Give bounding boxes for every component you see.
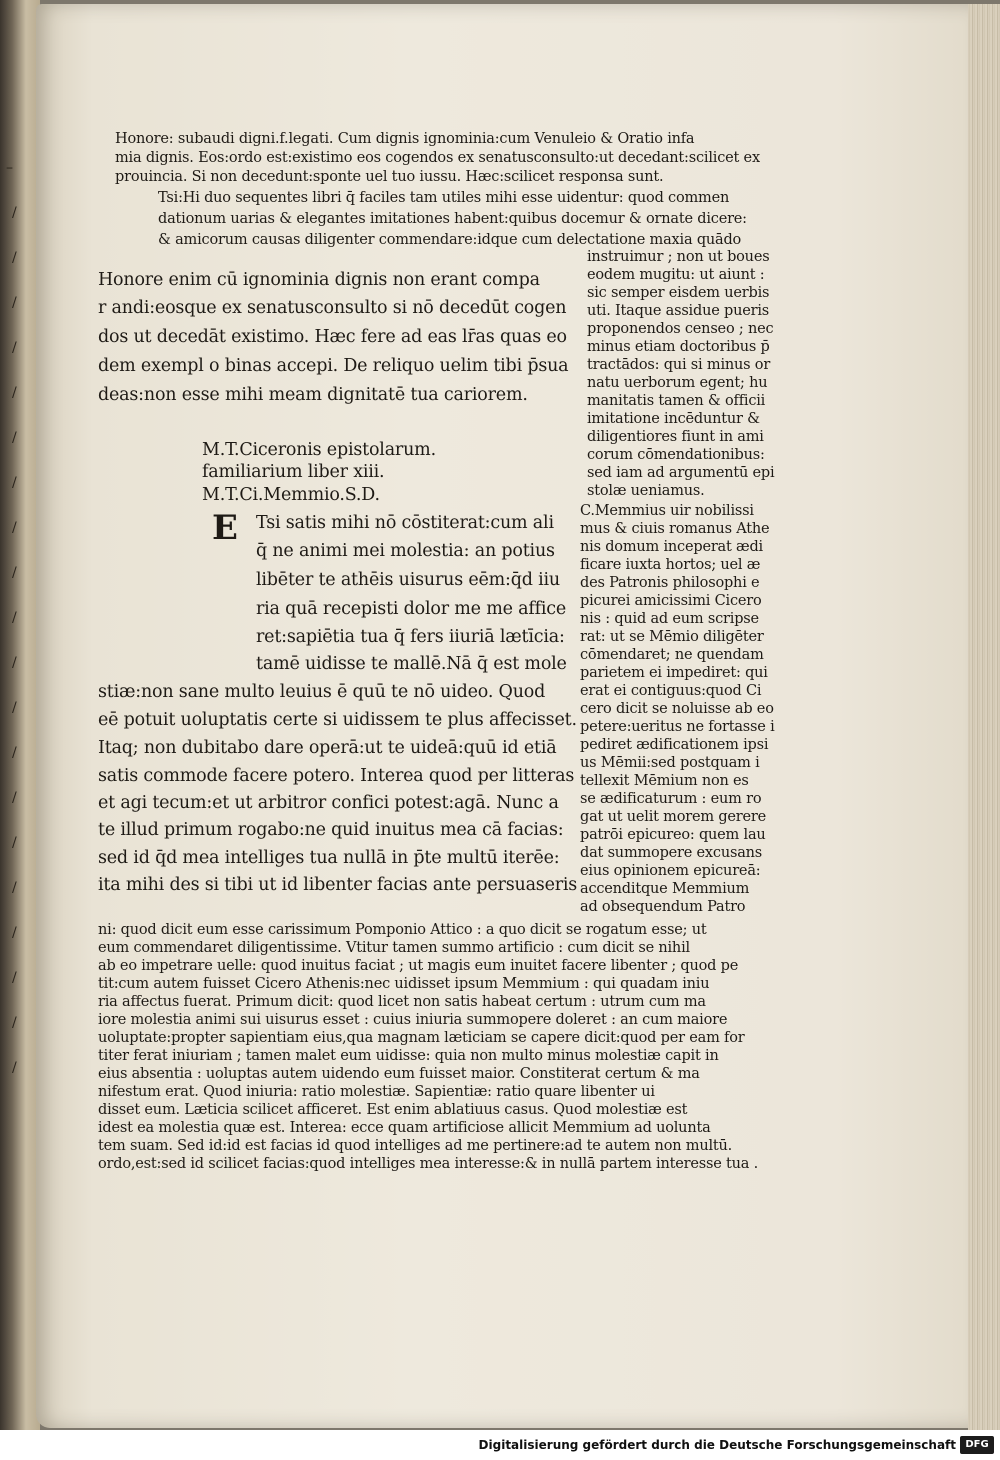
side-line: accenditque Memmium — [580, 881, 750, 897]
side-line: eius opinionem epicureā: — [580, 863, 761, 879]
initial-letter: E — [212, 508, 238, 548]
bleed-mark: / — [12, 970, 17, 986]
side-line: sed iam ad argumentū epi — [587, 465, 775, 481]
commentary-line: mia dignis. Eos:ordo est:existimo eos cogendos ex senatusconsulto:ut decedant:scilicet ex — [115, 150, 760, 166]
bleed-mark: / — [12, 610, 17, 626]
side-line: cōmendaret; ne quendam — [580, 647, 764, 663]
side-line: corum cōmendationibus: — [587, 447, 765, 463]
bleed-mark: / — [12, 1060, 17, 1076]
letter-line: ret:sapiētia tua q̄ fers iiuriā lætīcia: — [256, 627, 565, 647]
side-line: C.Memmius uir nobilissi — [580, 503, 754, 519]
side-line: rat: ut se Mēmio diligēter — [580, 629, 764, 645]
commentary-line: eum commendaret diligentissime. Vtitur tamen summo artificio : cum dicit se nihil — [98, 940, 690, 956]
letter-line: q̄ ne animi mei molestia: an potius — [256, 541, 555, 561]
letter-line: ria quā recepisti dolor me me affice — [256, 599, 567, 619]
side-line: minus etiam doctoribus p̄ — [587, 339, 770, 355]
letter-line: libēter te athēis uisurus eēm:q̄d iiu — [256, 570, 560, 590]
side-line: stolæ ueniamus. — [587, 483, 705, 499]
main-text-line: Honore enim cū ignominia dignis non erant compa — [98, 270, 540, 290]
side-line: dat summopere excusans — [580, 845, 763, 861]
side-line: sic semper eisdem uerbis — [587, 285, 770, 301]
commentary-line: & amicorum causas diligenter commendare:idque cum delectatione maxia quādo — [158, 232, 742, 248]
commentary-line: tem suam. Sed id:id est facias id quod intelliges ad me pertinere:ad te autem non multū. — [98, 1138, 733, 1154]
bleed-mark: / — [12, 790, 17, 806]
commentary-line: ni: quod dicit eum esse carissimum Pomponio Attico : a quo dicit se rogatum esse; ut — [98, 922, 707, 938]
page-edges — [968, 4, 1000, 1430]
side-line: instruimur ; non ut boues — [587, 249, 770, 265]
bleed-mark: – — [6, 160, 13, 176]
bleed-mark: / — [12, 340, 17, 356]
letter-line: stiæ:non sane multo leuius ē quū te nō uideo. Quod — [98, 682, 546, 702]
side-line: manitatis tamen & officii — [587, 393, 766, 409]
bleed-mark: / — [12, 565, 17, 581]
bleed-mark: / — [12, 205, 17, 221]
bleed-mark: / — [12, 925, 17, 941]
letter-line: satis commode facere potero. Interea quod per litteras — [98, 766, 575, 786]
side-line: natu uerborum egent; hu — [587, 375, 768, 391]
side-line: erat ei contiguus:quod Ci — [580, 683, 762, 699]
side-line: diligentiores fiunt in ami — [587, 429, 764, 445]
commentary-line: titer ferat iniuriam ; tamen malet eum uidisse: quia non multo minus molestiæ capit in — [98, 1048, 719, 1064]
main-text-line: dem exempl o binas accepi. De reliquo uelim tibi p̄sua — [98, 356, 569, 376]
side-line: uti. Itaque assidue pueris — [587, 303, 770, 319]
commentary-line: tit:cum autem fuisset Cicero Athenis:nec uidisset ipsum Memmium : qui quadam iniu — [98, 976, 710, 992]
commentary-line: ria affectus fuerat. Primum dicit: quod licet non satis habeat certum : utrum cum ma — [98, 994, 706, 1010]
side-line: mus & ciuis romanus Athe — [580, 521, 770, 537]
bleed-mark: / — [12, 700, 17, 716]
side-line: petere:ueritus ne fortasse i — [580, 719, 775, 735]
side-line: ficare iuxta hortos; uel æ — [580, 557, 761, 573]
letter-line: ita mihi des si tibi ut id libenter facias ante persuaseris — [98, 875, 578, 895]
bleed-mark: / — [12, 385, 17, 401]
side-line: se ædificaturum : eum ro — [580, 791, 762, 807]
letter-line: Tsi satis mihi nō cōstiterat:cum ali — [256, 513, 554, 533]
side-line: ad obsequendum Patro — [580, 899, 746, 915]
bleed-mark: / — [12, 1015, 17, 1031]
dfg-logo: DFG — [960, 1436, 994, 1454]
bleed-mark: / — [12, 520, 17, 536]
side-line: proponendos censeo ; nec — [587, 321, 774, 337]
bleed-mark: / — [12, 295, 17, 311]
side-line: imitatione incēduntur & — [587, 411, 760, 427]
bleed-mark: / — [12, 745, 17, 761]
side-line: picurei amicissimi Cicero — [580, 593, 762, 609]
letter-line: tamē uidisse te mallē.Nā q̄ est mole — [256, 654, 567, 674]
bleed-mark: / — [12, 655, 17, 671]
bleed-mark: / — [12, 835, 17, 851]
commentary-line: uoluptate:propter sapientiam eius,qua magnam læticiam se capere dicit:quod per eam for — [98, 1030, 745, 1046]
letter-line: et agi tecum:et ut arbitror confici potest:agā. Nunc a — [98, 793, 559, 813]
side-line: pediret ædificationem ipsi — [580, 737, 769, 753]
main-text-line: deas:non esse mihi meam dignitatē tua cariorem. — [98, 385, 528, 405]
heading-line: familiarium liber xiii. — [202, 462, 385, 482]
commentary-line: disset eum. Læticia scilicet afficeret. Est enim ablatiuus casus. Quod molestiæ est — [98, 1102, 688, 1118]
commentary-line: Tsi:Hi duo sequentes libri q̄ faciles tam utiles mihi esse uidentur: quod commen — [158, 190, 730, 206]
digitization-credit: Digitalisierung gefördert durch die Deutsche Forschungsgemeinschaft — [478, 1438, 956, 1452]
main-text-line: dos ut decedāt existimo. Hæc fere ad eas lr̄as quas eo — [98, 327, 567, 347]
bleed-mark: / — [12, 880, 17, 896]
letter-line: Itaq; non dubitabo dare operā:ut te uideā:quū id etiā — [98, 738, 557, 758]
commentary-line: prouincia. Si non decedunt:sponte uel tuo iussu. Hæc:scilicet responsa sunt. — [115, 169, 664, 185]
main-text-line: r andi:eosque ex senatusconsulto si nō decedūt cogen — [98, 298, 567, 318]
commentary-line: dationum uarias & elegantes imitationes habent:quibus docemur & ornate dicere: — [158, 211, 747, 227]
side-line: tellexit Mēmium non es — [580, 773, 749, 789]
side-line: des Patronis philosophi e — [580, 575, 760, 591]
commentary-line: Honore: subaudi digni.f.legati. Cum dignis ignominia:cum Venuleio & Oratio infa — [115, 131, 695, 147]
side-line: us Mēmii:sed postquam i — [580, 755, 760, 771]
commentary-line: idest ea molestia quæ est. Interea: ecce quam artificiose allicit Memmium ad uolunta — [98, 1120, 711, 1136]
commentary-line: iore molestia animi sui uisurus esset : cuius iniuria summopere doleret : an cum maiore — [98, 1012, 728, 1028]
side-line: nis : quid ad eum scripse — [580, 611, 759, 627]
bleed-mark: / — [12, 250, 17, 266]
side-line: parietem ei impediret: qui — [580, 665, 768, 681]
facing-page-edge — [0, 0, 40, 1430]
letter-line: eē potuit uoluptatis certe si uidissem te plus affecisset. — [98, 710, 577, 730]
letter-line: sed id q̄d mea intelliges tua nullā in p̄te multū iterēe: — [98, 848, 560, 868]
letter-line: te illud primum rogabo:ne quid inuitus mea cā facias: — [98, 820, 564, 840]
commentary-line: eius absentia : uoluptas autem uidendo eum fuisset maior. Constiterat certum & ma — [98, 1066, 700, 1082]
side-line: gat ut uelit morem gerere — [580, 809, 767, 825]
side-line: tractādos: qui si minus or — [587, 357, 771, 373]
commentary-line: nifestum erat. Quod iniuria: ratio molestiæ. Sapientiæ: ratio quare libenter ui — [98, 1084, 655, 1100]
bleed-mark: / — [12, 475, 17, 491]
side-line: cero dicit se noluisse ab eo — [580, 701, 774, 717]
commentary-line: ordo,est:sed id scilicet facias:quod intelliges mea interesse:& in nullā partem interesse tua . — [98, 1156, 759, 1172]
side-line: eodem mugitu: ut aiunt : — [587, 267, 765, 283]
side-line: patrōi epicureo: quem lau — [580, 827, 766, 843]
commentary-line: ab eo impetrare uelle: quod inuitus faciat ; ut magis eum inuitet facere libenter ; quod pe — [98, 958, 739, 974]
side-line: nis domum inceperat ædi — [580, 539, 763, 555]
heading-line: M.T.Ciceronis epistolarum. — [202, 440, 436, 460]
bleed-mark: / — [12, 430, 17, 446]
heading-line: M.T.Ci.Memmio.S.D. — [202, 485, 380, 505]
